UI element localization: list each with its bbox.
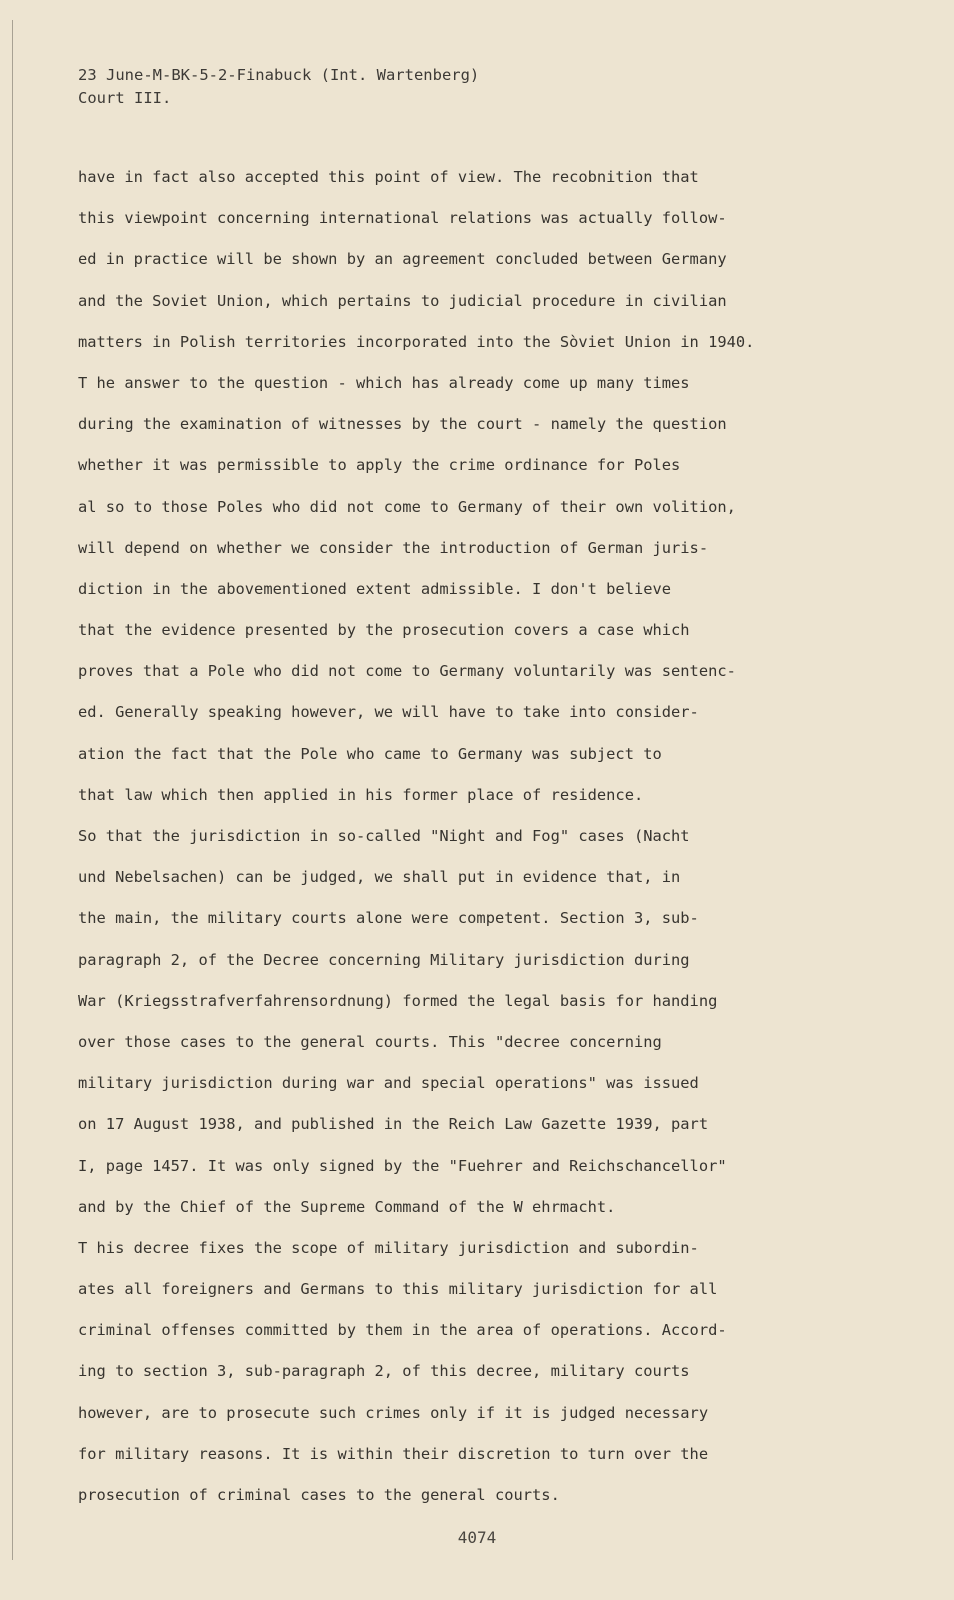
text-line: will depend on whether we consider the introduction of German juris- (78, 538, 709, 557)
text-line: paragraph 2, of the Decree concerning Military jurisdiction during (78, 950, 690, 969)
document-header (78, 64, 479, 110)
text-line: however, are to prosecute such crimes only if it is judged necessary (78, 1403, 709, 1422)
text-line: the main, the military courts alone were competent. Section 3, sub- (78, 909, 699, 928)
text-line: criminal offenses committed by them in the area of operations. Accord- (78, 1321, 727, 1340)
text-line: that the evidence presented by the prosecution covers a case which (78, 621, 690, 640)
text-line: ation the fact that the Pole who came to Germany was subject to (78, 744, 662, 763)
text-line: military jurisdiction during war and special operations" was issued (78, 1074, 699, 1093)
text-line: and the Soviet Union, which pertains to judicial procedure in civilian (78, 291, 727, 310)
header-court-line: Court III. (78, 89, 172, 107)
text-line: I, page 1457. It was only signed by the "Fuehrer and Reichschancellor" (78, 1156, 727, 1175)
text-line: diction in the abovementioned extent admissible. I don't believe (78, 579, 672, 598)
text-line: that law which then applied in his former place of residence. (78, 785, 644, 804)
text-line: over those cases to the general courts. This "decree concerning (78, 1032, 662, 1051)
text-line: for military reasons. It is within their discretion to turn over the (78, 1444, 709, 1463)
text-line: al so to those Poles who did not come to Germany of their own volition, (78, 497, 736, 516)
text-line: and by the Chief of the Supreme Command of the W ehrmacht. (78, 1197, 616, 1216)
text-line: T his decree fixes the scope of military jurisdiction and subordin- (78, 1238, 699, 1257)
text-line: have in fact also accepted this point of view. The recobnition that (78, 168, 699, 186)
text-line: ed. Generally speaking however, we will have to take into consider- (78, 703, 699, 722)
text-line: ing to section 3, sub-paragraph 2, of this decree, military courts (78, 1362, 690, 1381)
text-line: during the examination of witnesses by the court - namely the question (78, 415, 727, 434)
margin-rule (12, 20, 13, 1560)
text-line: prosecution of criminal cases to the general courts. (78, 1486, 560, 1504)
text-line: ates all foreigners and Germans to this military jurisdiction for all (78, 1280, 718, 1299)
text-line: und Nebelsachen) can be judged, we shall put in evidence that, in (78, 868, 681, 887)
body-text (78, 166, 908, 1525)
text-line: ed in practice will be shown by an agreement concluded between Germany (78, 250, 727, 269)
text-line: So that the jurisdiction in so-called "Night and Fog" cases (Nacht (78, 827, 690, 845)
text-line: matters in Polish territories incorporated into the Sòviet Union in 1940. (78, 332, 755, 351)
text-line: T he answer to the question - which has already come up many times (78, 373, 690, 392)
text-line: War (Kriegsstrafverfahrensordnung) formed the legal basis for handing (78, 991, 718, 1010)
text-line: this viewpoint concerning international relations was actually follow- (78, 209, 727, 228)
page-number: 4074 (457, 1528, 497, 1547)
text-line: proves that a Pole who did not come to Germany voluntarily was sentenc- (78, 662, 736, 681)
text-line: whether it was permissible to apply the crime ordinance for Poles (78, 456, 681, 475)
text-line: on 17 August 1938, and published in the Reich Law Gazette 1939, part (78, 1115, 709, 1134)
header-reference-line: 23 June-M-BK-5-2-Finabuck (Int. Wartenberg) (78, 66, 480, 84)
